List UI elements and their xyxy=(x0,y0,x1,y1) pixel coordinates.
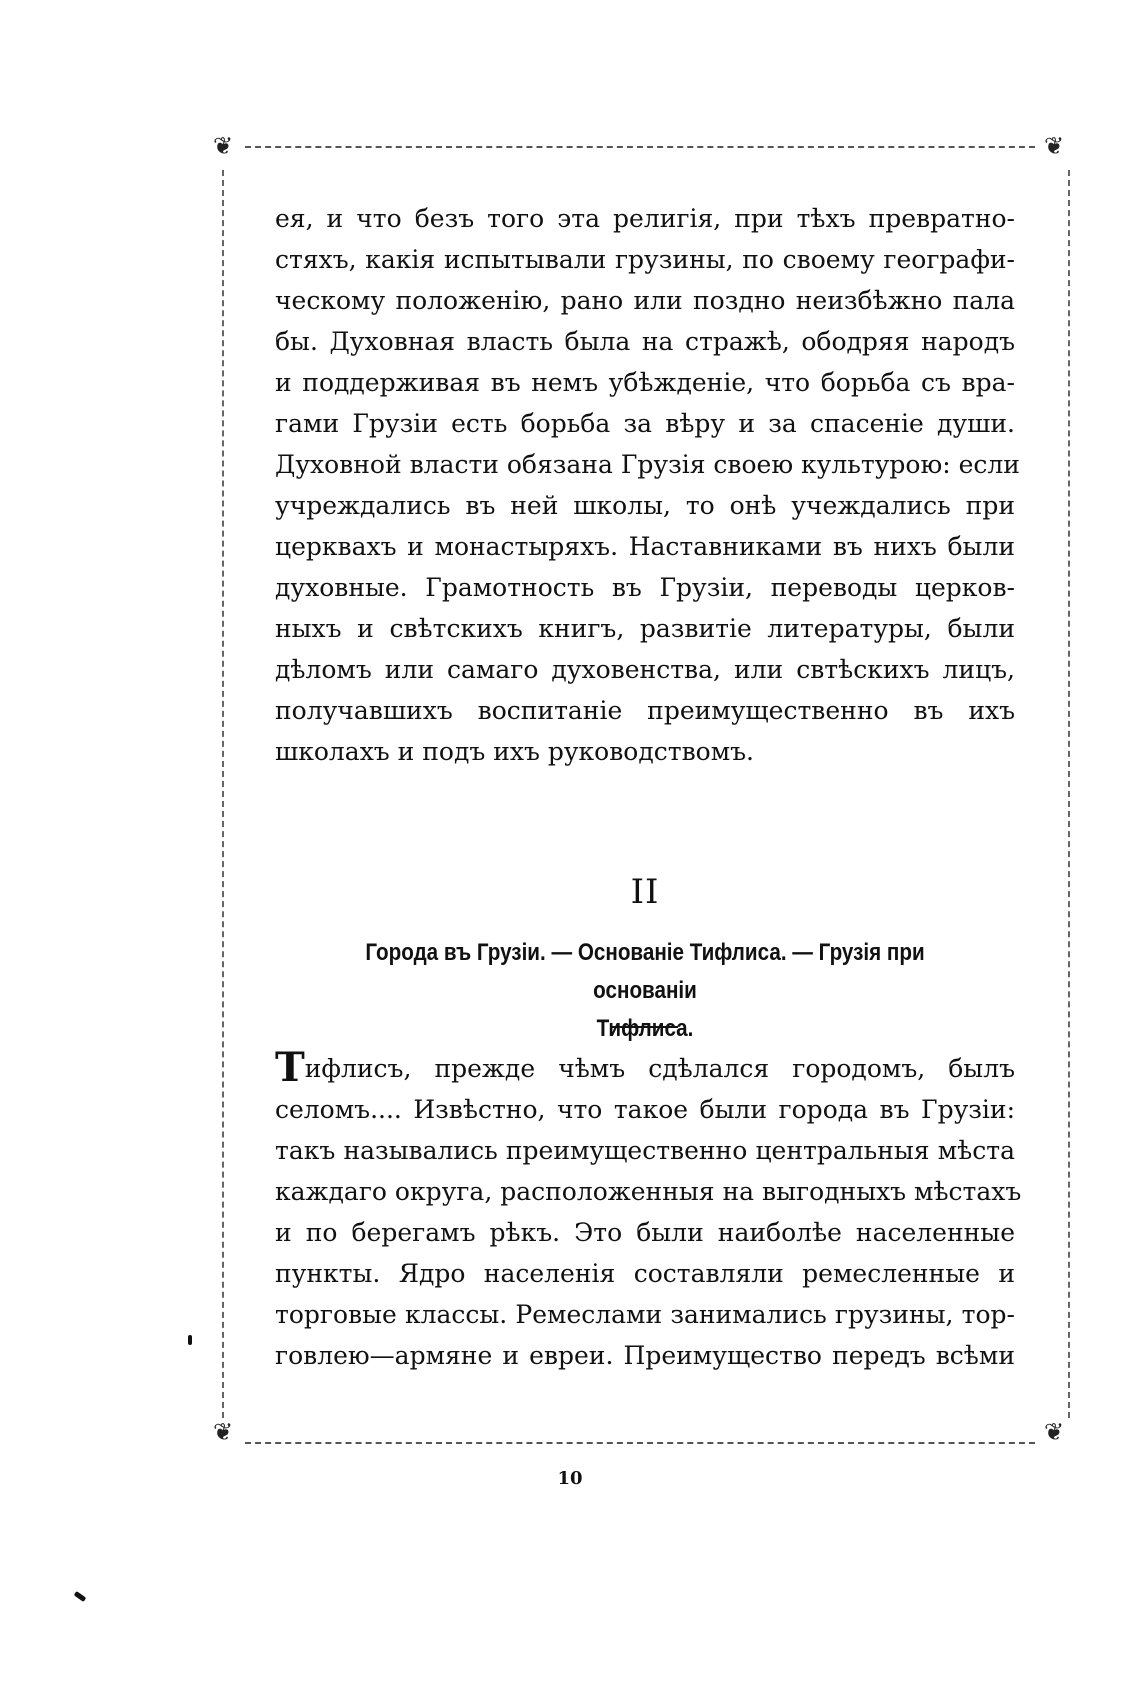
text-line: ческому положенію, рано или поздно неизбѣжно пала xyxy=(275,286,1015,315)
text-line-first xyxy=(275,1044,1015,1091)
text-line: духовные. Грамотность въ Грузіи, переводы церков- xyxy=(275,573,1015,602)
text-line: церквахъ и монастыряхъ. Наставниками въ нихъ были xyxy=(275,532,1015,561)
chapter-number: II xyxy=(630,872,660,912)
text-line: селомъ.... Извѣстно, что такое были города въ Грузіи: xyxy=(275,1095,1015,1124)
text-line: гами Грузіи есть борьба за вѣру и за спасеніе души. xyxy=(275,409,1015,438)
ink-speck xyxy=(188,1335,192,1345)
corner-ornament-icon: ❦ xyxy=(1044,1418,1065,1446)
text-line: каждаго округа, расположенныя на выгодныхъ мѣстахъ xyxy=(275,1177,1022,1206)
text-line: такъ назывались преимущественно центральныя мѣста xyxy=(275,1136,1015,1165)
corner-ornament-icon: ❦ xyxy=(1044,132,1065,160)
text-line: дѣломъ или самаго духовенства, или свтѣскихъ лицъ, xyxy=(275,655,1015,684)
text-line: говлею—армяне и евреи. Преимущество передъ всѣми xyxy=(275,1341,1015,1370)
frame-right-border xyxy=(1068,170,1070,1418)
frame-left-border xyxy=(222,170,224,1418)
frame-bottom-border xyxy=(245,1442,1035,1444)
heading-divider xyxy=(612,1026,678,1028)
paragraph-clergy-culture xyxy=(275,198,1020,772)
chapter-heading xyxy=(327,934,963,1048)
text-line: получавшихъ воспитаніе преимущественно въ ихъ xyxy=(275,696,1015,725)
chapter-heading-line: Города въ Грузіи. — Основаніе Тифлиса. — Грузія при основаніи xyxy=(365,939,925,1004)
text-line: учреждались въ ней школы, то онѣ учеждались при xyxy=(275,491,1015,520)
ink-speck xyxy=(74,1591,87,1602)
text-line: и поддерживая въ немъ убѣжденіе, что борьба съ вра- xyxy=(275,368,1015,397)
text-line: бы. Духовная власть была на стражѣ, ободряя народъ xyxy=(275,327,1015,356)
text-line: торговые классы. Ремеслами занимались грузины, тор- xyxy=(275,1300,1015,1329)
text-line: ея, и что безъ того эта религія, при тѣхъ превратно- xyxy=(275,204,1015,233)
chapter-heading-line: Тифлиса. xyxy=(596,1015,694,1042)
first-line-text: ифлисъ, прежде чѣмъ сдѣлался городомъ, былъ xyxy=(304,1054,1015,1083)
text-line: школахъ и подъ ихъ руководствомъ. xyxy=(275,737,755,766)
text-line: Духовной власти обязана Грузія своею культурою: если xyxy=(275,450,1020,479)
corner-ornament-icon: ❦ xyxy=(213,1418,234,1446)
drop-cap: Т xyxy=(275,1044,305,1091)
text-line: пункты. Ядро населенія составляли ремесленные и xyxy=(275,1259,1015,1288)
frame-top-border xyxy=(245,146,1035,148)
corner-ornament-icon: ❦ xyxy=(213,132,234,160)
text-line: ныхъ и свѣтскихъ книгъ, развитіе литературы, были xyxy=(275,614,1015,643)
paragraph-tiflis xyxy=(275,1044,1022,1376)
page-number: 10 xyxy=(557,1468,583,1489)
text-line: стяхъ, какія испытывали грузины, по своему географи- xyxy=(275,245,1015,274)
text-line: и по берегамъ рѣкъ. Это были наиболѣе населенные xyxy=(275,1218,1015,1247)
